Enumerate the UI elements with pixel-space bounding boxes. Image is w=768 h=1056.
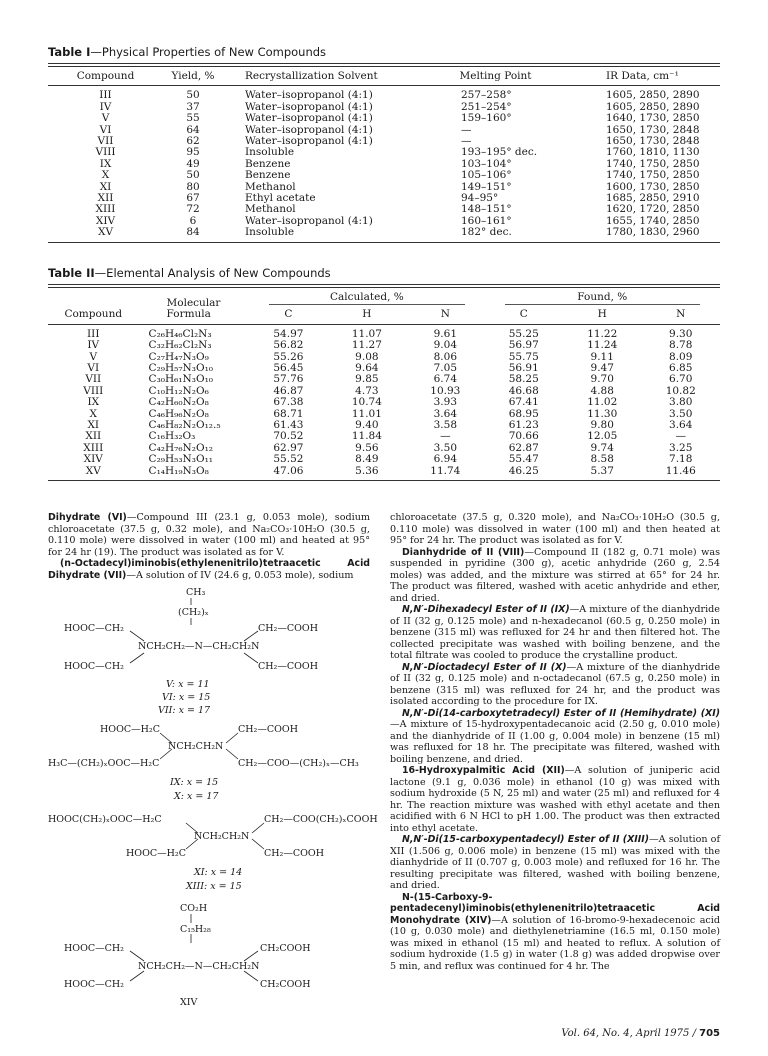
t2-cell: 11.74 (430, 464, 461, 477)
t2-cell: 68.71 (273, 407, 304, 420)
t1-cell: 1650, 1730, 2848 (606, 123, 700, 136)
t2-cell: 70.66 (508, 430, 539, 443)
t2-cell: 61.23 (508, 419, 539, 432)
left-column (48, 512, 378, 1011)
t1-cell: Water–isopropanol (4:1) (245, 123, 373, 136)
t2-cell: 12.05 (587, 430, 618, 443)
left-paragraph-1 (48, 512, 370, 558)
s4-ch2cooh-top: CH₂COOH (260, 943, 311, 954)
t2-cell: C₂₇H₄₇N₃O₉ (148, 350, 209, 363)
s2-bottom-left: H₃C—(CH₂)ₓOOC—H₂C (48, 758, 160, 769)
t2-cell: C₁₀H₁₂N₂O₆ (148, 384, 209, 397)
right-p1-body: —Compound II (182 g, 0.71 mole) was suspended in pyridine (300 g), acetic anhydride (260 g, 2.54 moles) was added, and the mixture was stirred at 65° for 24 hr. The product was filtered, washed with acetic anhydride and ether, and dried. (390, 546, 720, 604)
table-2-title-bold: Table II (48, 266, 95, 280)
table-1 (48, 45, 720, 243)
t2-cell: 57.76 (273, 373, 304, 386)
t2-sub-c: C (284, 308, 293, 321)
t2-cell: 9.56 (355, 441, 379, 454)
s3-top-right: CH₂—COO(CH₂)ₓCOOH (264, 814, 378, 825)
t2-cell: 3.64 (433, 407, 458, 420)
right-p6-head: N,N′-Di(15-carboxypentadecyl) Ester of II (XIII) (402, 834, 650, 845)
t1-cell: 49 (186, 157, 200, 170)
s4-center: NCH₂CH₂—N—CH₂CH₂N (138, 961, 260, 972)
page-number: 705 (699, 1028, 720, 1039)
left-p1-head: Dihydrate (VI) (48, 512, 127, 523)
right-p5-body: —A solution of juniperic acid lactone (9.1 g, 0.036 mole) in ethanol (10 g) was mixed with sodium hydroxide (5 N, 25 ml) and water (25 ml) and refluxed for 4 hr. The reaction mixture was washed with ethyl acetate and then acidified with 6 N HCl to pH 1.00. The product was then extracted into ethyl acetate. (390, 765, 720, 834)
t2-head-compound: Compound (64, 308, 123, 321)
t1-cell: Methanol (245, 180, 296, 193)
t2-cell: 55.26 (273, 350, 304, 363)
t2-cell: C₄₆H₈₂N₂O₁₂.₅ (148, 419, 221, 432)
right-p2-head: N,N′-Dihexadecyl Ester of II (IX) (402, 604, 570, 615)
t2-cell: XI (87, 419, 100, 432)
t1-cell: Water–isopropanol (4:1) (245, 89, 373, 102)
t1-cell: 251–254° (461, 100, 512, 113)
t1-cell: Water–isopropanol (4:1) (245, 112, 373, 125)
t2-cell: 8.49 (355, 453, 379, 466)
t2-cell: V (89, 350, 98, 363)
t2-cell: IV (87, 339, 100, 352)
t2-cell: 46.68 (508, 384, 539, 397)
t1-cell: 94–95° (461, 192, 499, 205)
t1-cell: VIII (95, 146, 116, 159)
t2-cell: 11.07 (351, 327, 382, 340)
left-p1-body: —Compound III (23.1 g, 0.053 mole), sodium chloroacetate (37.5 g, 0.32 mole), and Na₂CO₃·10H₂O (30.5 g, 0.110 mole) were dissolved in water (100 ml) and heated at 95° for 24 hr (19). The product was isolated as for V. (48, 512, 370, 558)
s4-c15h28: C₁₅H₂₈ (180, 924, 211, 935)
t2-cell: 6.85 (669, 362, 693, 375)
t1-cell: Water–isopropanol (4:1) (245, 135, 373, 148)
t2-cell: 10.82 (665, 384, 696, 397)
table-2-row (48, 324, 720, 340)
t2-cell: 8.78 (669, 339, 693, 352)
t2-sub-n-found: N (676, 308, 686, 321)
right-paragraph-0: chloroacetate (37.5 g, 0.320 mole), and Na₂CO₃·10H₂O (30.5 g, 0.110 mole) was dissolved in water (100 ml) and then heated at 95° for 24 hr. The product was isolated as for V. (390, 512, 720, 546)
t1-cell: XII (97, 192, 114, 205)
t1-cell: Benzene (245, 169, 291, 182)
structure-v-vi-vii (48, 585, 370, 705)
s2-label-ix: IX: x = 15 (170, 777, 219, 788)
t2-cell: 4.73 (355, 384, 379, 397)
t1-cell: Insoluble (245, 226, 295, 239)
t1-cell: 50 (186, 89, 200, 102)
t1-cell: VI (99, 123, 112, 136)
s1-chx: (CH₂)ₓ (178, 607, 209, 618)
t1-cell: 6 (189, 214, 197, 227)
t1-cell: 1605, 2850, 2890 (606, 100, 700, 113)
t1-cell: 84 (186, 226, 200, 239)
t2-cell: 56.82 (273, 339, 304, 352)
t2-cell: C₃₂H₆₂Cl₂N₃ (148, 339, 212, 352)
t2-cell: 9.47 (590, 362, 614, 375)
t1-cell: 160–161° (461, 214, 512, 227)
s1-ch2-cooh-top: CH₂—COOH (258, 623, 318, 634)
right-column (390, 512, 720, 972)
right-p7-head: N-(15-Carboxy-9-pentadecenyl)iminobis(ethylenenitrilo)tetraacetic Acid Monohydrate (XIV) (390, 891, 720, 926)
structure-ix-x (48, 723, 370, 795)
t1-cell: 182° dec. (461, 226, 512, 239)
t2-cell: 8.58 (590, 453, 614, 466)
t2-cell: 9.64 (355, 362, 379, 375)
t2-cell: 56.97 (508, 339, 539, 352)
footer-journal: Vol. 64, No. 4, April 1975 / (561, 1028, 700, 1039)
t1-cell: 159–160° (461, 112, 512, 125)
t2-cell: 11.46 (665, 464, 696, 477)
t2-cell: XIII (83, 441, 104, 454)
t2-cell: 55.25 (508, 327, 539, 340)
t1-cell: 37 (186, 100, 200, 113)
structure-4-bonds (48, 901, 370, 1011)
t1-head-compound: Compound (76, 70, 135, 82)
right-p4-head: N,N′-Di(14-carboxytetradecyl) Ester of II (Hemihydrate) (XI) (402, 707, 720, 719)
table-2-row (48, 466, 720, 481)
t2-cell: 9.80 (590, 419, 614, 432)
t2-sub-h: H (362, 308, 372, 321)
left-p2-body: —A solution of IV (24.6 g, 0.053 mole), sodium (126, 569, 354, 581)
t2-cell: 47.06 (273, 464, 304, 477)
s3-bottom-left: HOOC—H₂C (126, 848, 186, 859)
t2-cell: III (87, 327, 100, 340)
t2-sub-n: N (440, 308, 450, 321)
t2-cell: — (675, 430, 686, 443)
s3-center: NCH₂CH₂N (194, 831, 250, 842)
t2-cell: 6.70 (669, 373, 693, 386)
t1-cell: 1780, 1830, 2960 (606, 226, 700, 239)
t2-cell: 54.97 (273, 327, 304, 340)
t1-cell: Insoluble (245, 146, 295, 159)
t1-cell: XIII (95, 203, 116, 216)
right-paragraph-2 (390, 604, 720, 662)
t1-head-solvent: Recrystallization Solvent (245, 70, 378, 82)
right-paragraph-7 (390, 892, 720, 973)
t2-cell: 62.87 (508, 441, 539, 454)
structure-xi-xiii (48, 813, 378, 885)
t2-cell: 3.25 (669, 441, 693, 454)
t2-cell: 7.05 (433, 362, 458, 375)
t1-cell: 80 (186, 180, 200, 193)
page-footer (561, 1028, 720, 1039)
t1-cell: XI (99, 180, 112, 193)
t1-cell: 1685, 2850, 2910 (606, 192, 700, 205)
table-2-row (48, 340, 720, 351)
t2-cell: 11.01 (351, 407, 382, 420)
s2-center: NCH₂CH₂N (168, 741, 224, 752)
s1-center: NCH₂CH₂—N—CH₂CH₂N (138, 641, 260, 652)
t2-cell: 8.06 (433, 350, 458, 363)
t1-head-yield: Yield, % (171, 70, 215, 82)
table-2-title-rest: —Elemental Analysis of New Compounds (94, 266, 331, 280)
s2-bottom-right: CH₂—COO—(CH₂)ₓ—CH₃ (238, 758, 359, 769)
t1-cell: IX (99, 157, 112, 170)
t1-cell: Methanol (245, 203, 296, 216)
t2-cell: XV (85, 464, 101, 477)
t2-cell: XIV (83, 453, 103, 466)
t1-cell: 95 (186, 146, 200, 159)
t2-cell: 9.74 (590, 441, 614, 454)
table-2-row (48, 454, 720, 465)
left-paragraph-2 (48, 558, 370, 581)
t2-cell: 58.25 (508, 373, 539, 386)
t2-cell: C₂₉H₅₇N₃O₁₀ (148, 362, 213, 375)
t2-cell: 10.74 (351, 396, 382, 409)
t1-cell: 1655, 1740, 2850 (606, 214, 700, 227)
t2-cell: 3.93 (433, 396, 458, 409)
s4-hooc-ch2-top: HOOC—CH₂ (64, 943, 124, 954)
t2-cell: 46.87 (273, 384, 304, 397)
t2-cell: 70.52 (273, 430, 304, 443)
left-p2-head: (n-Octadecyl)iminobis(ethylenenitrilo)tetraacetic Acid Dihydrate (VII) (48, 558, 370, 581)
t1-cell: 1640, 1730, 2850 (606, 112, 700, 125)
t2-cell: C₂₉H₅₃N₃O₁₁ (148, 453, 213, 466)
t2-sub-c-found: C (519, 308, 528, 321)
t2-cell: 11.02 (587, 396, 618, 409)
s1-label-vii: VII: x = 17 (158, 705, 211, 716)
t2-cell: C₁₄H₁₉N₃O₈ (148, 464, 209, 477)
s3-label-xiii: XIII: x = 15 (186, 881, 242, 892)
t2-cell: 56.45 (273, 362, 304, 375)
t1-cell: XV (97, 226, 114, 239)
t2-cell: 9.04 (433, 339, 458, 352)
t1-cell: 193–195° dec. (461, 146, 538, 159)
t1-cell: 1605, 2850, 2890 (606, 89, 700, 102)
t1-cell: X (101, 169, 110, 182)
right-p6-body: —A solution of XII (1.506 g, 0.006 mole) in benzene (15 ml) was mixed with the dianhydride of II (0.707 g, 0.003 mole) and refluxed for 16 hr. The resulting precipitate was filtered, washed with boiling benzene, and dried. (390, 834, 720, 891)
t2-cell: 9.30 (669, 327, 693, 340)
t2-cell: 11.24 (587, 339, 618, 352)
t2-cell: 55.47 (508, 453, 539, 466)
table-1-row (48, 86, 720, 102)
t2-cell: 9.40 (355, 419, 379, 432)
t2-cell: 7.18 (669, 453, 693, 466)
t1-cell: 1740, 1750, 2850 (606, 157, 700, 170)
table-1-title (48, 45, 720, 59)
t2-cell: 11.27 (351, 339, 382, 352)
s1-label-row (48, 705, 370, 719)
t2-cell: VI (87, 362, 100, 375)
table-2-title (48, 266, 720, 280)
t2-cell: C₄₂H₇₆N₂O₁₂ (148, 441, 213, 454)
s3-top-left: HOOC(CH₂)ₓOOC—H₂C (48, 814, 162, 825)
t2-cell: 5.37 (590, 464, 614, 477)
t1-cell: Ethyl acetate (245, 192, 316, 205)
t2-cell: 56.91 (508, 362, 539, 375)
table-2 (48, 266, 720, 481)
t2-cell: IX (87, 396, 100, 409)
s1-ch2-cooh-bottom: CH₂—COOH (258, 661, 318, 672)
t1-cell: — (461, 123, 472, 136)
t1-head-ir: IR Data, cm⁻¹ (606, 70, 679, 82)
right-p4-body: —A mixture of 15-hydroxypentadecanoic acid (2.50 g, 0.010 mole) and the dianhydride of II (1.00 g, 0.004 mole) in benzene (15 ml) was refluxed for 18 hr. The precipitate was filtered, washed with boiling benzene, and dried. (390, 719, 720, 765)
t1-cell: 50 (186, 169, 200, 182)
right-paragraph-1 (390, 547, 720, 605)
t2-head-found: Found, % (485, 288, 720, 305)
t1-cell: Water–isopropanol (4:1) (245, 100, 373, 113)
t2-cell: 67.38 (273, 396, 304, 409)
t2-cell: 3.50 (669, 407, 693, 420)
t2-cell: 11.22 (587, 327, 618, 340)
table-1-title-bold: Table I (48, 45, 91, 59)
right-p2-body: —A mixture of the dianhydride of II (32 g, 0.125 mole) and n-hexadecanol (60.5 g, 0.250 mole) in benzene (315 ml) was refluxed for 24 hr and then filtered hot. The collected precipitate was washed with boiling benzene, and the total filtrate was cooled to produce the crystalline product. (390, 604, 720, 661)
t1-head-mp: Melting Point (459, 70, 532, 82)
t2-cell: XII (85, 430, 102, 443)
t2-head-calculated: Calculated, % (249, 288, 484, 305)
t2-cell: 6.74 (433, 373, 458, 386)
t1-cell: 62 (186, 135, 200, 148)
t1-cell: XIV (95, 214, 116, 227)
t2-cell: 62.97 (273, 441, 304, 454)
right-p3-head: N,N′-Dioctadecyl Ester of II (X) (402, 661, 567, 673)
t1-cell: 72 (186, 203, 200, 216)
table-1-row (48, 113, 720, 124)
s2-top-right: CH₂—COOH (238, 724, 298, 735)
t2-cell: C₁₆H₃₂O₃ (148, 430, 196, 443)
t1-cell: 1600, 1730, 2850 (606, 180, 700, 193)
t2-cell: 61.43 (273, 419, 304, 432)
right-paragraph-4 (390, 708, 720, 766)
t2-cell: VII (85, 373, 102, 386)
t1-cell: Water–isopropanol (4:1) (245, 214, 373, 227)
right-p1-head: Dianhydride of II (VIII) (402, 546, 525, 558)
t1-cell: V (101, 112, 110, 125)
s1-label-vi: VI: x = 15 (162, 692, 211, 703)
table-1-row (48, 227, 720, 242)
t2-cell: X (89, 407, 97, 420)
right-p3-body: —A mixture of the dianhydride of II (32 g, 0.125 mole) and n-octadecanol (67.5 g, 0.250 mole) in benzene (315 ml) was refluxed for 24 hr, and the product was isolated according to the procedure for IX. (390, 661, 720, 707)
t1-cell: 64 (186, 123, 200, 136)
t2-sub-h-found: H (597, 308, 607, 321)
s2-label-x: X: x = 17 (174, 791, 219, 802)
t2-cell: C₄₆H₉₆N₂O₈ (148, 407, 209, 420)
t2-cell: 55.75 (508, 350, 539, 363)
s1-hooc-ch2-bottom: HOOC—CH₂ (64, 661, 124, 672)
t2-cell: 3.80 (669, 396, 693, 409)
t2-cell: 9.11 (590, 350, 614, 363)
t2-cell: 10.93 (430, 384, 461, 397)
s4-co2h: CO₂H (180, 903, 208, 914)
s4-ch2cooh-bottom: CH₂COOH (260, 979, 311, 990)
t1-cell: 257–258° (461, 89, 512, 102)
right-p5-head: 16-Hydroxypalmitic Acid (XII) (402, 765, 565, 776)
t1-cell: 103–104° (461, 157, 512, 170)
t1-cell: 1620, 1720, 2850 (606, 203, 700, 216)
structure-xiv (48, 901, 370, 1011)
s2-label-row (48, 791, 370, 809)
t2-cell: 9.70 (590, 373, 614, 386)
s4-label-xiv: XIV (180, 997, 198, 1008)
t2-cell: 6.94 (433, 453, 458, 466)
t2-cell: 68.95 (508, 407, 539, 420)
s1-hooc-ch2-top: HOOC—CH₂ (64, 623, 124, 634)
right-paragraph-5 (390, 765, 720, 834)
t2-cell: 4.88 (590, 384, 614, 397)
t2-cell: 67.41 (508, 396, 539, 409)
right-paragraph-3 (390, 662, 720, 708)
t1-cell: III (99, 89, 112, 102)
t2-cell: 5.36 (355, 464, 379, 477)
t1-cell: IV (99, 100, 112, 113)
table-2-row (48, 397, 720, 408)
s3-label-row (48, 881, 370, 899)
s1-label-v: V: x = 11 (166, 679, 210, 690)
t1-cell: 148–151° (461, 203, 512, 216)
t2-cell: 9.85 (355, 373, 379, 386)
s3-bottom-right: CH₂—COOH (264, 848, 324, 859)
t2-cell: 8.09 (669, 350, 693, 363)
t1-cell: — (461, 135, 472, 148)
t2-cell: C₂₆H₄₆Cl₂N₃ (148, 327, 212, 340)
t2-cell: VIII (83, 384, 104, 397)
t2-cell: 55.52 (273, 453, 304, 466)
right-paragraph-6 (390, 834, 720, 892)
table-1-title-rest: —Physical Properties of New Compounds (90, 45, 327, 59)
t2-cell: C₄₂H₆₀N₂O₈ (148, 396, 209, 409)
t2-cell: 11.30 (587, 407, 618, 420)
table-1-row (48, 170, 720, 181)
t2-cell: C₃₀H₆₁N₃O₁₀ (148, 373, 213, 386)
t2-cell: 9.61 (433, 327, 458, 340)
t1-cell: Benzene (245, 157, 291, 170)
t1-cell: 1760, 1810, 1130 (606, 146, 700, 159)
t2-cell: 3.58 (433, 419, 458, 432)
t1-cell: 67 (186, 192, 200, 205)
t1-cell: VII (97, 135, 114, 148)
t2-cell: 3.64 (669, 419, 693, 432)
t1-cell: 1740, 1750, 2850 (606, 169, 700, 182)
t1-cell: 55 (186, 112, 200, 125)
s3-label-xi: XI: x = 14 (194, 867, 243, 878)
t1-cell: 149–151° (461, 180, 512, 193)
t2-cell: 11.84 (351, 430, 382, 443)
s1-ch3: CH₃ (186, 587, 206, 598)
s2-top-left: HOOC—H₂C (100, 724, 160, 735)
t1-cell: 1650, 1730, 2848 (606, 135, 700, 148)
s4-hooc-ch2-bottom: HOOC—CH₂ (64, 979, 124, 990)
t2-cell: 46.25 (508, 464, 539, 477)
t2-cell: — (440, 430, 451, 443)
t1-cell: 105–106° (461, 169, 512, 182)
t2-cell: 9.08 (355, 350, 379, 363)
t2-cell: 3.50 (433, 441, 458, 454)
right-p7-body: —A solution of 16-bromo-9-hexadecenoic acid (10 g, 0.030 mole) and diethylenetriamine (16.5 ml, 0.150 mole) was mixed in ethanol (15 ml) and heated to reflux. A solution of sodium hydroxide (1.5 g) in water (1.8 g) was added dropwise over 5 min, and reflux was continued for 4 hr. The (390, 914, 720, 972)
t2-head-formula: Molecular Formula (166, 297, 221, 321)
